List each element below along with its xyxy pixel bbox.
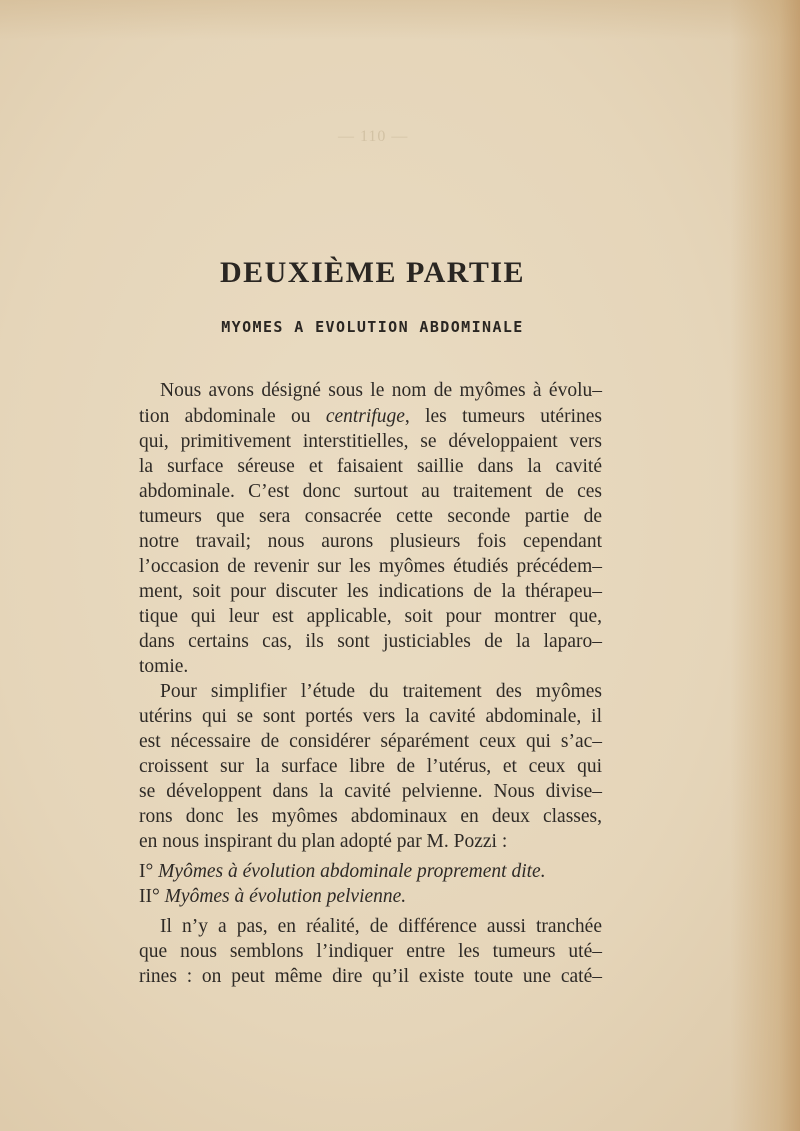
text-line: est nécessaire de considérer séparément ceux qui s’ac– — [139, 731, 602, 752]
text-line: tomie. — [139, 656, 189, 677]
text-line: l’occasion de revenir sur les myômes étudiés précédem– — [139, 556, 602, 577]
italic-term: centrifuge — [325, 406, 405, 427]
list-item — [139, 860, 602, 884]
text-line: que nous semblons l’indiquer entre les tumeurs uté– — [139, 941, 602, 962]
page-number: — 110 — — [338, 128, 409, 145]
text-line: se développent dans la cavité pelvienne. Nous divise– — [139, 781, 602, 802]
text-line — [139, 405, 602, 429]
text-line: Nous avons désigné sous le nom de myômes à évolu– — [160, 380, 602, 401]
text-line: utérins qui se sont portés vers la cavité abdominale, il — [139, 706, 602, 727]
text-line: tumeurs que sera consacrée cette seconde partie de — [139, 506, 602, 527]
text-line: Pour simplifier l’étude du traitement des myômes — [160, 681, 602, 702]
text-line: ment, soit pour discuter les indications de la thérapeu– — [139, 581, 602, 602]
list-item-text: Myômes à évolution abdominale proprement dite. — [158, 861, 546, 882]
section-subtitle: MYOMES A EVOLUTION ABDOMINALE — [221, 318, 524, 336]
text-line: dans certains cas, ils sont justiciables de la laparo– — [139, 631, 602, 652]
text-line: rons donc les myômes abdominaux en deux classes, — [139, 806, 602, 827]
text-span: , les tumeurs utérines — [404, 406, 602, 427]
page-title: DEUXIÈME PARTIE — [219, 256, 526, 289]
text-line: croissent sur la surface libre de l’utérus, et ceux qui — [139, 756, 602, 777]
page-edge-shadow — [730, 0, 800, 1131]
text-line: tique qui leur est applicable, soit pour montrer que, — [139, 606, 602, 627]
text-line: abdominale. C’est donc surtout au traitement de ces — [139, 481, 602, 502]
text-line: qui, primitivement interstitielles, se développaient vers — [139, 431, 602, 452]
text-line: rines : on peut même dire qu’il existe toute une caté– — [139, 966, 602, 987]
list-item-text: Myômes à évolution pelvienne. — [164, 886, 407, 907]
list-item — [139, 885, 602, 909]
list-item-number: I° — [139, 861, 154, 882]
list-item-number: II° — [139, 886, 160, 907]
text-line: Il n’y a pas, en réalité, de différence aussi tranchée — [160, 916, 602, 937]
text-line: en nous inspirant du plan adopté par M. Pozzi : — [139, 831, 508, 852]
text-span: tion abdominale ou — [139, 406, 311, 427]
page-top-shadow — [0, 0, 800, 40]
text-line: notre travail; nous aurons plusieurs fois cependant — [139, 531, 602, 552]
text-line: la surface séreuse et faisaient saillie dans la cavité — [139, 456, 602, 477]
